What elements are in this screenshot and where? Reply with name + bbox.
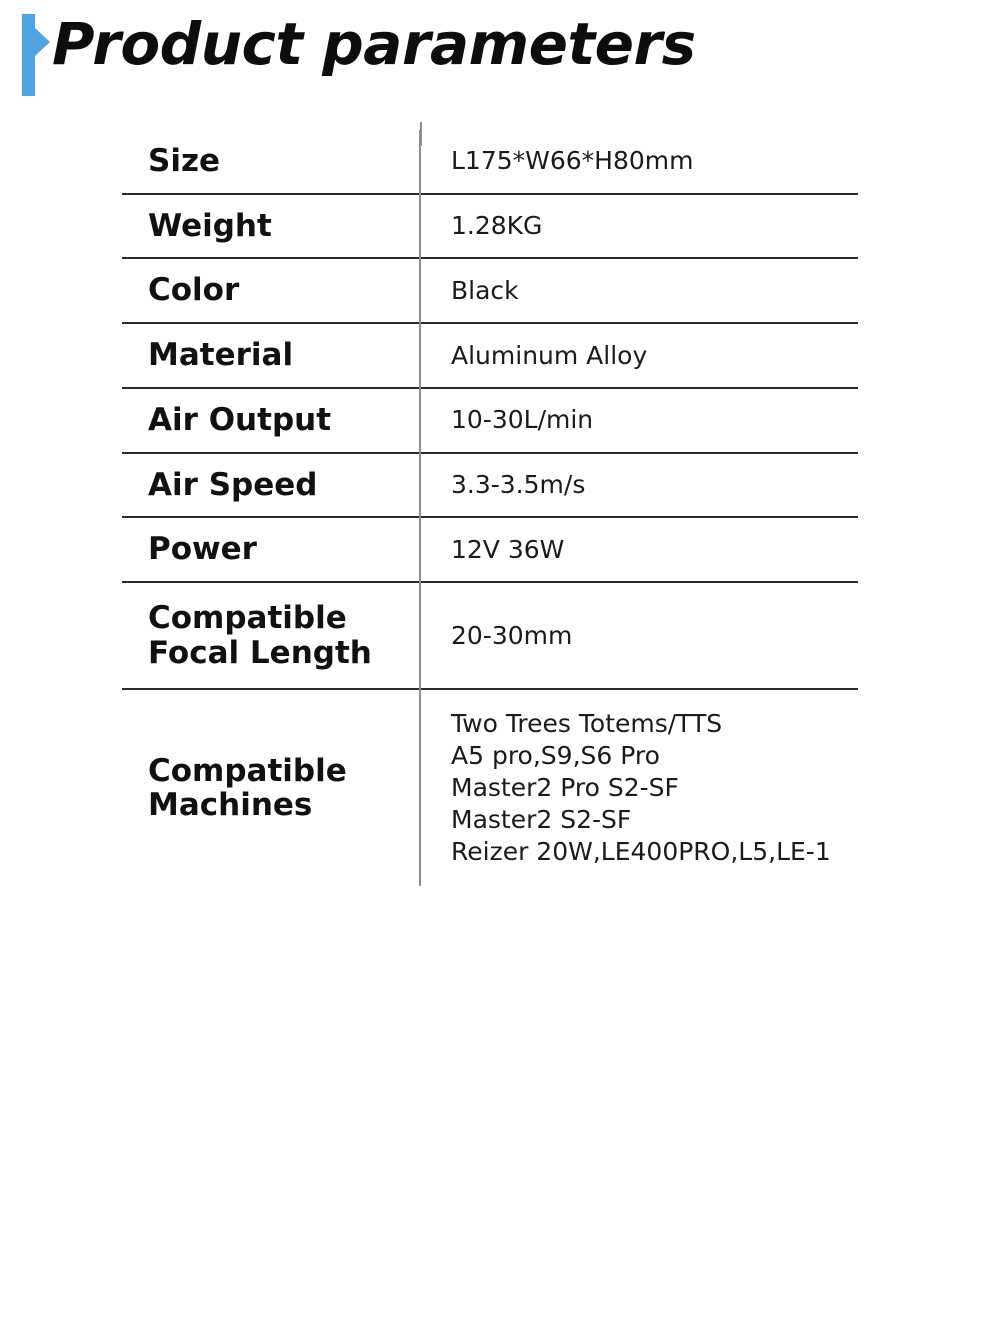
page-title: Product parameters [52,10,696,78]
table-row [122,453,858,518]
parameter-value-line: 10-30L/min [451,405,594,435]
parameter-label [122,689,420,886]
parameter-value-line: L175*W66*H80mm [451,146,694,176]
parameter-label [122,517,420,582]
parameter-label-line: Compatible [148,600,347,637]
parameter-value [420,517,858,582]
parameter-value [420,388,858,453]
table-row [122,130,858,194]
parameter-value [420,258,858,323]
parameter-value-line: 12V 36W [451,534,565,564]
table-row [122,323,858,388]
parameter-label [122,388,420,453]
parameter-value-line: Master2 S2-SF [451,805,632,835]
parameter-label [122,258,420,323]
table-row [122,194,858,259]
parameter-label-line: Size [148,143,221,179]
parameter-label-line: Color [148,272,240,309]
table-row [122,689,858,886]
parameter-label-line: Air Output [148,401,332,438]
parameter-value [420,323,858,388]
parameter-value-line: 20-30mm [451,620,573,650]
page-header [0,0,1000,100]
table-row [122,388,858,453]
parameter-label [122,323,420,388]
parameter-label-line: Air Speed [148,466,318,503]
accent-marker-icon [22,14,42,96]
table-row [122,582,858,689]
parameter-label [122,453,420,518]
parameter-value-line: Master2 Pro S2-SF [451,773,679,803]
parameter-value [420,130,858,194]
product-parameters-table [122,130,858,886]
parameter-label-line: Weight [148,207,272,244]
parameter-label-line: Compatible [148,752,347,789]
table-row [122,517,858,582]
parameter-value [420,689,858,886]
parameter-label-line: Material [148,337,294,374]
table-body [122,130,858,886]
parameter-value-line: 1.28KG [451,211,543,241]
parameter-label [122,194,420,259]
parameter-label [122,582,420,689]
parameter-value-line: Two Trees Totems/TTS [451,709,723,739]
parameter-value-line: A5 pro,S9,S6 Pro [451,741,660,771]
parameter-value-line: Aluminum Alloy [451,340,648,370]
parameter-label-line: Machines [148,787,313,824]
parameter-value-line: 3.3-3.5m/s [451,469,586,499]
parameter-value [420,453,858,518]
parameter-label-line: Power [148,531,257,568]
parameter-value [420,582,858,689]
parameter-label [122,130,420,194]
parameter-value-line: Reizer 20W,LE400PRO,L5,LE-1 [451,837,831,867]
table-row [122,258,858,323]
parameter-label-line: Focal Length [148,634,372,671]
parameter-value-line: Black [451,275,519,305]
parameter-value [420,194,858,259]
